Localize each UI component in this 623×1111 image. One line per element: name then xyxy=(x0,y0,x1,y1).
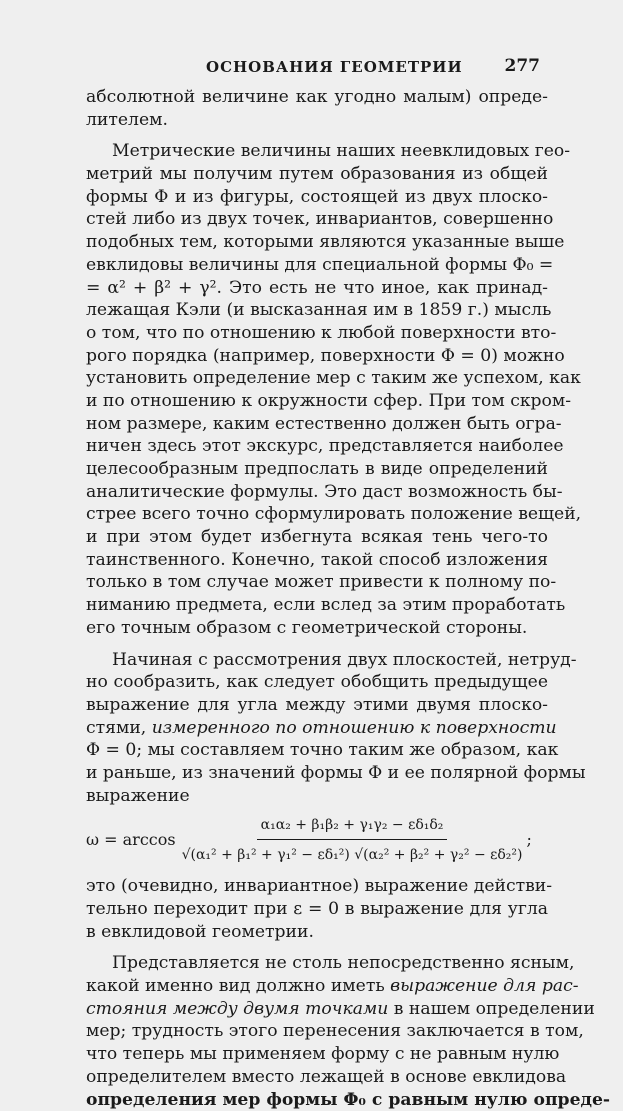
text-line: тельно переходит при ε = 0 в выражение для угла xyxy=(86,898,548,921)
text-line: в евклидовой геометрии. xyxy=(86,921,548,944)
text-line: это (очевидно, инвариантное) выражение действи- xyxy=(86,875,548,898)
text-run: стями, xyxy=(86,718,152,738)
text-line: определения мер формы Φ₀ с равным нулю опреде- xyxy=(86,1089,548,1111)
text-line: абсолютной величине как угодно малым) опреде- xyxy=(86,86,548,109)
text-line: целесообразным предпослать в виде определений xyxy=(86,458,548,481)
page-body xyxy=(86,86,548,1111)
italic-phrase: измеренного по отношению к поверхности xyxy=(152,718,557,738)
paragraph-gap xyxy=(86,131,548,140)
text-line: = α² + β² + γ². Это есть не что иное, как принад- xyxy=(86,277,548,300)
text-line: ниманию предмета, если вслед за этим проработать xyxy=(86,594,548,617)
text-line xyxy=(86,998,548,1021)
text-line: стей либо из двух точек, инвариантов, совершенно xyxy=(86,208,548,231)
text-line: его точным образом с геометрической стороны. xyxy=(86,617,548,640)
page-number: 277 xyxy=(505,56,541,76)
text-line: аналитические формулы. Это даст возможность бы- xyxy=(86,481,548,504)
formula-end: ; xyxy=(527,829,532,852)
text-line: и при этом будет избегнута всякая тень чего-то xyxy=(86,526,548,549)
paragraph-gap xyxy=(86,943,548,952)
italic-phrase: выражение для рас- xyxy=(390,976,578,996)
text-run: какой именно вид должно иметь xyxy=(86,976,390,996)
formula-lhs: ω = arccos xyxy=(86,829,176,852)
text-line: ничен здесь этот экскурс, представляется наиболее xyxy=(86,435,548,458)
text-line: метрий мы получим путем образования из общей xyxy=(86,163,548,186)
text-line: Метрические величины наших неевклидовых гео- xyxy=(86,140,548,163)
text-line: и раньше, из значений формы Φ и ее полярной формы xyxy=(86,762,548,785)
text-line: определителем вместо лежащей в основе евклидова xyxy=(86,1066,548,1089)
running-title: ОСНОВАНИЯ ГЕОМЕТРИИ xyxy=(206,58,463,76)
text-line: формы Φ и из фигуры, состоящей из двух плоско- xyxy=(86,186,548,209)
text-line: мер; трудность этого перенесения заключается в том, xyxy=(86,1020,548,1043)
angle-formula xyxy=(86,809,548,871)
text-run: в нашем определении xyxy=(388,999,594,1019)
text-line xyxy=(86,717,548,740)
text-line: подобных тем, которыми являются указанные выше xyxy=(86,231,548,254)
text-line: что теперь мы применяем форму с не равным нулю xyxy=(86,1043,548,1066)
formula-numerator: α₁α₂ + β₁β₂ + γ₁γ₂ − εδ₁δ₂ xyxy=(257,814,448,840)
text-line: Начиная с рассмотрения двух плоскостей, нетруд- xyxy=(86,649,548,672)
text-line: о том, что по отношению к любой поверхности вто- xyxy=(86,322,548,345)
text-line: выражение для угла между этими двумя плоско- xyxy=(86,694,548,717)
formula-denominator: √(α₁² + β₁² + γ₁² − εδ₁²) √(α₂² + β₂² + γ₂² − εδ₂²) xyxy=(182,840,523,867)
text-line: евклидовы величины для специальной формы Φ₀ = xyxy=(86,254,548,277)
text-line: только в том случае может привести к полному по- xyxy=(86,571,548,594)
text-line: Φ = 0; мы составляем точно таким же образом, как xyxy=(86,739,548,762)
italic-phrase: стояния между двумя точками xyxy=(86,999,388,1019)
text-line: таинственного. Конечно, такой способ изложения xyxy=(86,549,548,572)
text-line: но сообразить, как следует обобщить предыдущее xyxy=(86,671,548,694)
text-line: лителем. xyxy=(86,109,548,132)
text-line: установить определение мер с таким же успехом, как xyxy=(86,367,548,390)
text-line: ном размере, каким естественно должен быть огра- xyxy=(86,413,548,436)
text-line xyxy=(86,975,548,998)
text-line: стрее всего точно сформулировать положение вещей, xyxy=(86,503,548,526)
paragraph-gap xyxy=(86,640,548,649)
text-line: и по отношению к окружности сфер. При том скром- xyxy=(86,390,548,413)
text-line: выражение xyxy=(86,785,548,808)
text-line: рого порядка (например, поверхности Φ = 0) можно xyxy=(86,345,548,368)
text-line: Представляется не столь непосредственно ясным, xyxy=(86,952,548,975)
formula-fraction xyxy=(182,814,523,866)
page-header xyxy=(86,56,548,82)
text-line: лежащая Кэли (и высказанная им в 1859 г.) мысль xyxy=(86,299,548,322)
